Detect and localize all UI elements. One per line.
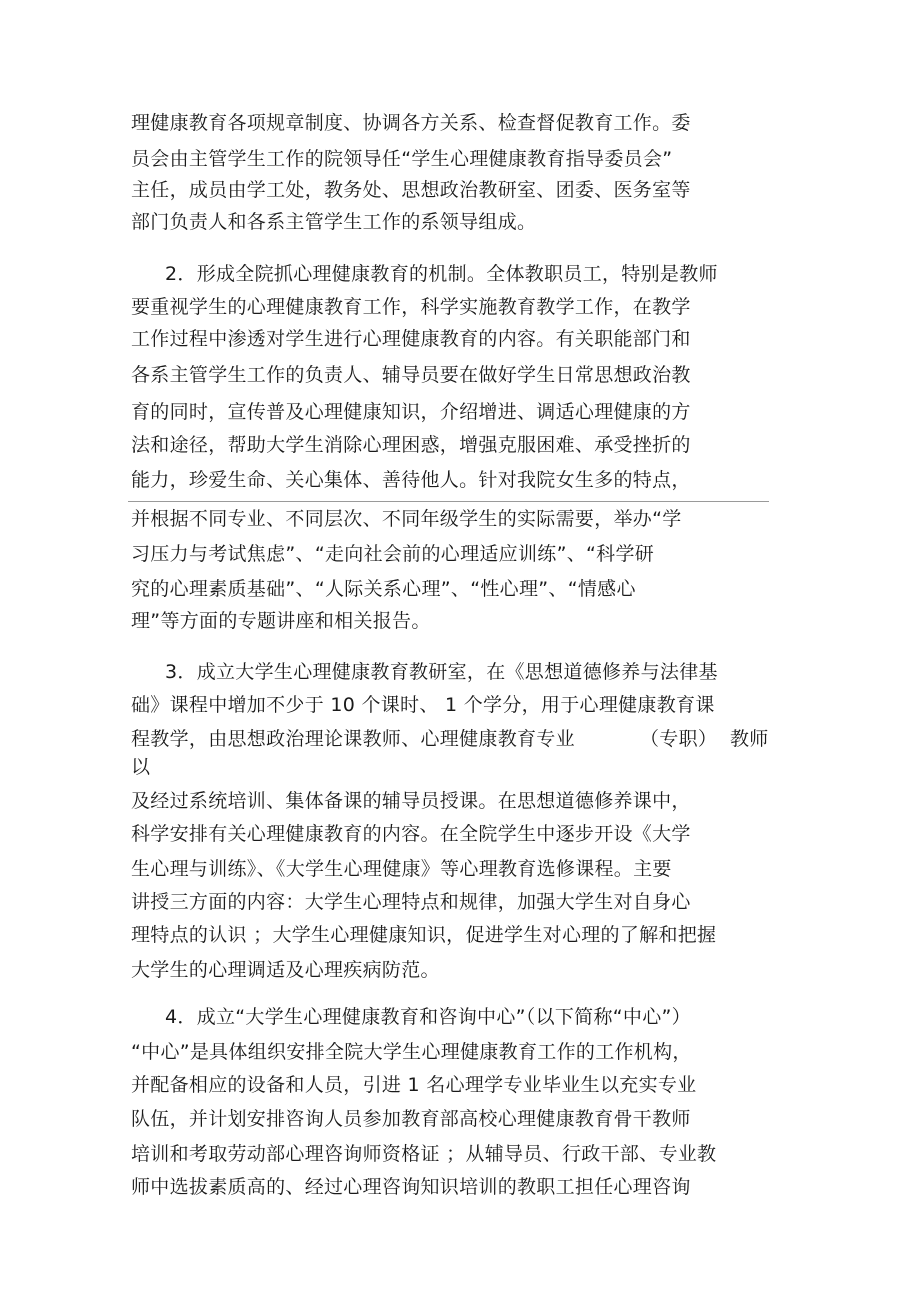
text-line: （专职）	[640, 728, 718, 750]
text-line: 法和途径，帮助大学生消除心理困惑，增强克服困难、承受挫折的	[131, 434, 691, 456]
text-line: 部门负责人和各系主管学生工作的系领导组成。	[131, 211, 537, 233]
text-line: 究的心理素质基础”、“人际关系心理”、“性心理”、“情感心	[131, 578, 636, 600]
text-line: 工作过程中渗透对学生进行心理健康教育的内容。有关职能部门和	[131, 328, 691, 350]
text-line: 能力，珍爱生命、关心集体、善待他人。针对我院女生多的特点，	[131, 469, 691, 491]
text-line: 主任，成员由学工处，教务处、思想政治教研室、团委、医务室等	[131, 179, 691, 201]
text-line: 生心理与训练》、《大学生心理健康》等心理教育选修课程。主要	[131, 858, 672, 880]
text-line: 科学安排有关心理健康教育的内容。在全院学生中逐步开设《大学	[131, 823, 691, 845]
text-line: 师中选拔素质高的、经过心理咨询知识培训的教职工担任心理咨询	[131, 1176, 691, 1198]
text-line: 并根据不同专业、不同层次、不同年级学生的实际需要，举办“学	[131, 508, 682, 530]
text-line: 队伍，并计划安排咨询人员参加教育部高校心理健康教育骨干教师	[131, 1108, 691, 1130]
text-line: 并配备相应的设备和人员，引进 1 名心理学专业毕业生以充实专业	[131, 1074, 697, 1096]
text-line: 础》课程中增加不少于 10 个课时、 1 个学分，用于心理健康教育课	[131, 694, 715, 716]
text-line: 要重视学生的心理健康教育工作，科学实施教育教学工作，在教学	[131, 296, 691, 318]
horizontal-rule	[128, 501, 769, 502]
text-line: 育的同时，宣传普及心理健康知识，介绍增进、调适心理健康的方	[131, 401, 691, 423]
text-line: 及经过系统培训、集体备课的辅导员授课。在思想道德修养课中，	[131, 790, 691, 812]
text-line: 培训和考取劳动部心理咨询师资格证 ；从辅导员、行政干部、专业教	[131, 1143, 717, 1165]
text-line: 各系主管学生工作的负责人、辅导员要在做好学生日常思想政治教	[131, 364, 691, 386]
text-line: 讲授三方面的内容：大学生心理特点和规律，加强大学生对自身心	[131, 891, 691, 913]
text-line: 2．形成全院抓心理健康教育的机制。全体教职员工，特别是教师	[165, 263, 718, 285]
text-line: “中心”是具体组织安排全院大学生心理健康教育工作的工作机构，	[131, 1041, 692, 1063]
text-line: 教师	[730, 728, 769, 750]
text-line: 理健康教育各项规章制度、协调各方关系、检查督促教育工作。委	[131, 112, 691, 134]
text-line: 4．成立“大学生心理健康教育和咨询中心”（以下简称“中心”）	[165, 1006, 691, 1028]
text-line: 大学生的心理调适及心理疾病防范。	[131, 959, 440, 981]
text-line: 习压力与考试焦虑”、“走向社会前的心理适应训练”、“科学研	[131, 543, 655, 565]
text-line: 3．成立大学生心理健康教育教研室，在《思想道德修养与法律基	[165, 661, 718, 683]
text-line: 程教学，由思想政治理论课教师、心理健康教育专业	[131, 728, 575, 750]
text-line: 理”等方面的专题讲座和相关报告。	[131, 610, 431, 632]
text-line: 以	[131, 756, 151, 778]
text-line: 员会由主管学生工作的院领导任“学生心理健康教育指导委员会”	[131, 148, 673, 170]
text-line: 理特点的认识 ；大学生心理健康知识，促进学生对心理的了解和把握	[131, 924, 717, 946]
